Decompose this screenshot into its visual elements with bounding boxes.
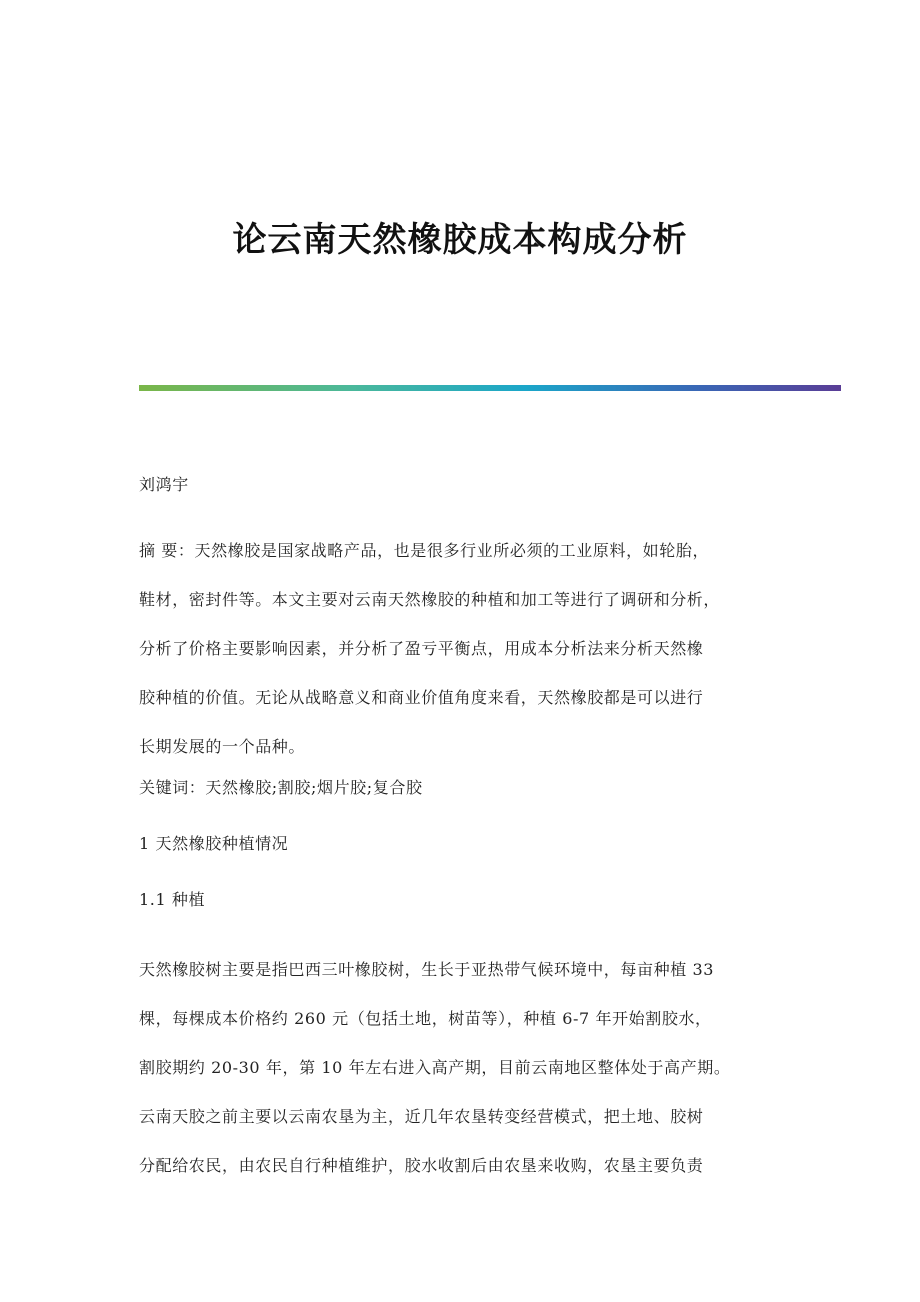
abstract-paragraph	[139, 526, 779, 771]
body-line: 分配给农民，由农民自行种植维护，胶水收割后由农垦来收购，农垦主要负责	[139, 1156, 704, 1175]
section-heading-1: 1 天然橡胶种植情况	[139, 834, 289, 853]
document-title: 论云南天然橡胶成本构成分析	[232, 220, 688, 260]
body-line: 割胶期约 20-30 年，第 10 年左右进入高产期，目前云南地区整体处于高产期。	[139, 1058, 731, 1077]
section-heading-1-1: 1.1 种植	[139, 890, 206, 909]
abstract-line: 分析了价格主要影响因素，并分析了盈亏平衡点，用成本分析法来分析天然橡	[139, 639, 704, 658]
abstract-line: 鞋材，密封件等。本文主要对云南天然橡胶的种植和加工等进行了调研和分析，	[139, 590, 721, 609]
abstract-line: 摘 要：天然橡胶是国家战略产品，也是很多行业所必须的工业原料，如轮胎，	[139, 541, 710, 560]
gradient-divider	[139, 385, 841, 391]
keywords-line: 关键词：天然橡胶;割胶;烟片胶;复合胶	[139, 778, 423, 797]
body-line: 天然橡胶树主要是指巴西三叶橡胶树，生长于亚热带气候环境中，每亩种植 33	[139, 960, 715, 979]
body-line: 棵，每棵成本价格约 260 元（包括土地，树苗等），种植 6-7 年开始割胶水，	[139, 1009, 712, 1028]
abstract-line: 胶种植的价值。无论从战略意义和商业价值角度来看，天然橡胶都是可以进行	[139, 688, 704, 707]
abstract-line: 长期发展的一个品种。	[139, 737, 306, 756]
author-name: 刘鸿宇	[139, 475, 189, 494]
body-line: 云南天胶之前主要以云南农垦为主，近几年农垦转变经营模式，把土地、胶树	[139, 1107, 704, 1126]
body-paragraph	[139, 945, 779, 1190]
